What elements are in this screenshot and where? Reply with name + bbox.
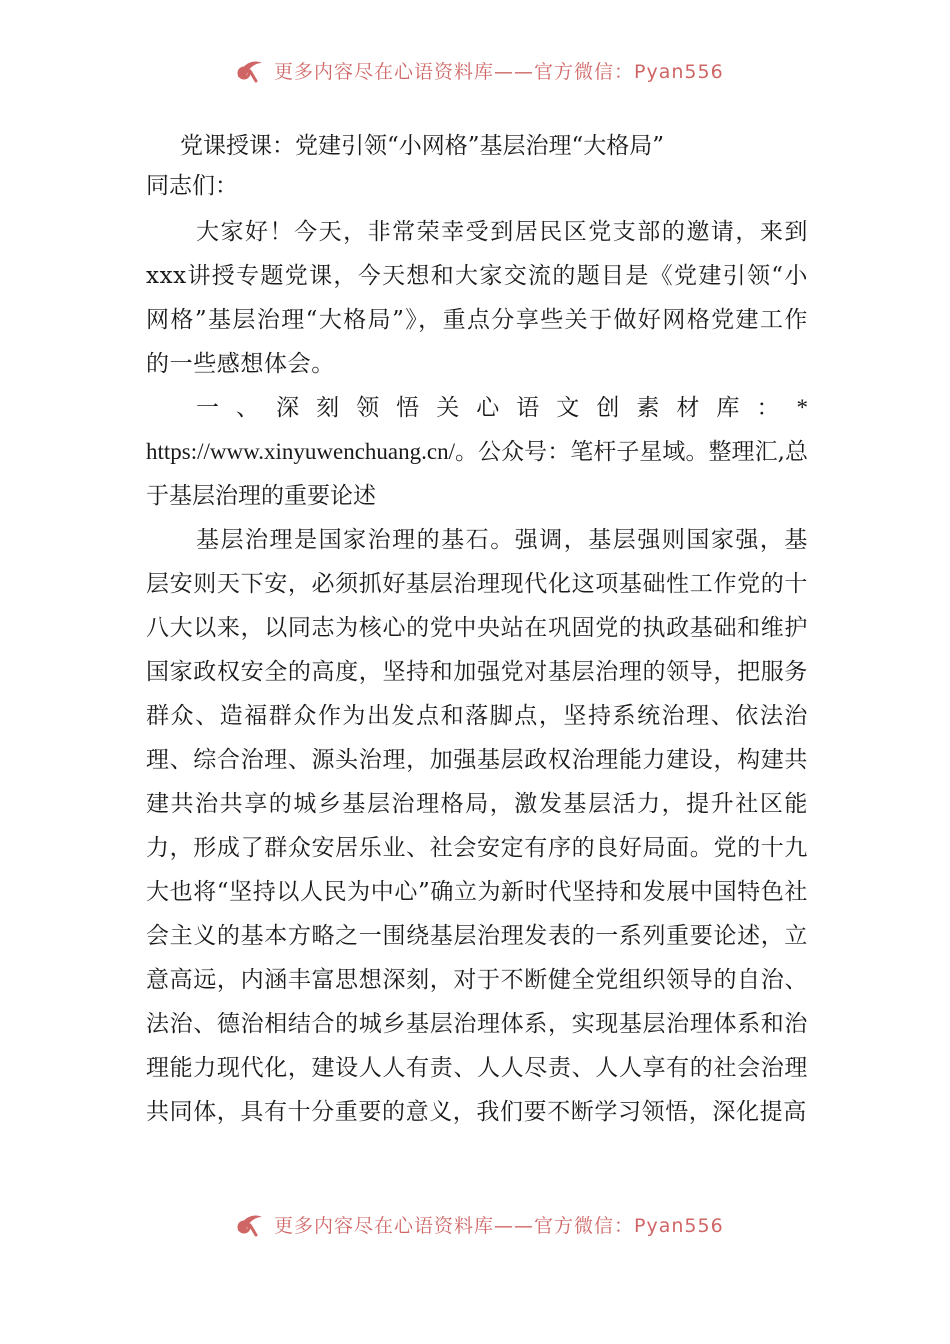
brand-logo-icon (232, 55, 266, 85)
intro-paragraph: 大家好！今天，非常荣幸受到居民区党支部的邀请，来到xxx讲授专题党课，今天想和大家交流的题目是《党建引领“小网格”基层治理“大格局”》，重点分享些关于做好网格党建工作的一些感想体会。 (146, 219, 808, 377)
section-heading (146, 386, 808, 518)
section-heading-prefix: 一、深刻领悟关心语文创素材库： (196, 395, 797, 421)
brand-logo-icon (232, 1209, 266, 1239)
section-heading-suffix: 。公众号：笔杆子星域。整理汇,总于基层治理的重要论述 (146, 439, 808, 509)
salutation: 同志们： (146, 173, 238, 199)
watermark-text: 更多内容尽在心语资料库——官方微信：Pyan556 (274, 1214, 724, 1237)
body-paragraph: 基层治理是国家治理的基石。强调，基层强则国家强，基层安则天下安，必须抓好基层治理现代化这项基础性工作党的十八大以来，以同志为核心的党中央站在巩固党的执政基础和维护国家政权安全的高度，坚持和加强党对基层治理的领导，把服务群众、造福群众作为出发点和落脚点，坚持系统治理、依法治理、综合治理、源头治理，加强基层政权治理能力建设，构建共建共治共享的城乡基层治理格局，激发基层活力，提升社区能力，形成了群众安居乐业、社会安定有序的良好局面。党的十九大也将“坚持以人民为中心”确立为新时代坚持和发展中国特色社会主义的基本方略之一围绕基层治理发表的一系列重要论述，立意高远，内涵丰富思想深刻，对于不断健全党组织领导的自治、法治、德治相结合的城乡基层治理体系，实现基层治理体系和治理能力现代化，建设人人有责、人人尽责、人人享有的社会治理共同体，具有十分重要的意义，我们要不断学习领悟，深化提高 (146, 527, 808, 1125)
document-body (146, 126, 808, 1134)
footer-watermark (232, 1208, 732, 1240)
document-title: 党课授课：党建引领“小网格”基层治理“大格局” (180, 133, 665, 159)
watermark-text: 更多内容尽在心语资料库——官方微信：Pyan556 (274, 60, 724, 83)
section-heading-url: *https://www.xinyuwenchuang.cn/ (146, 395, 808, 464)
header-watermark (232, 54, 732, 86)
